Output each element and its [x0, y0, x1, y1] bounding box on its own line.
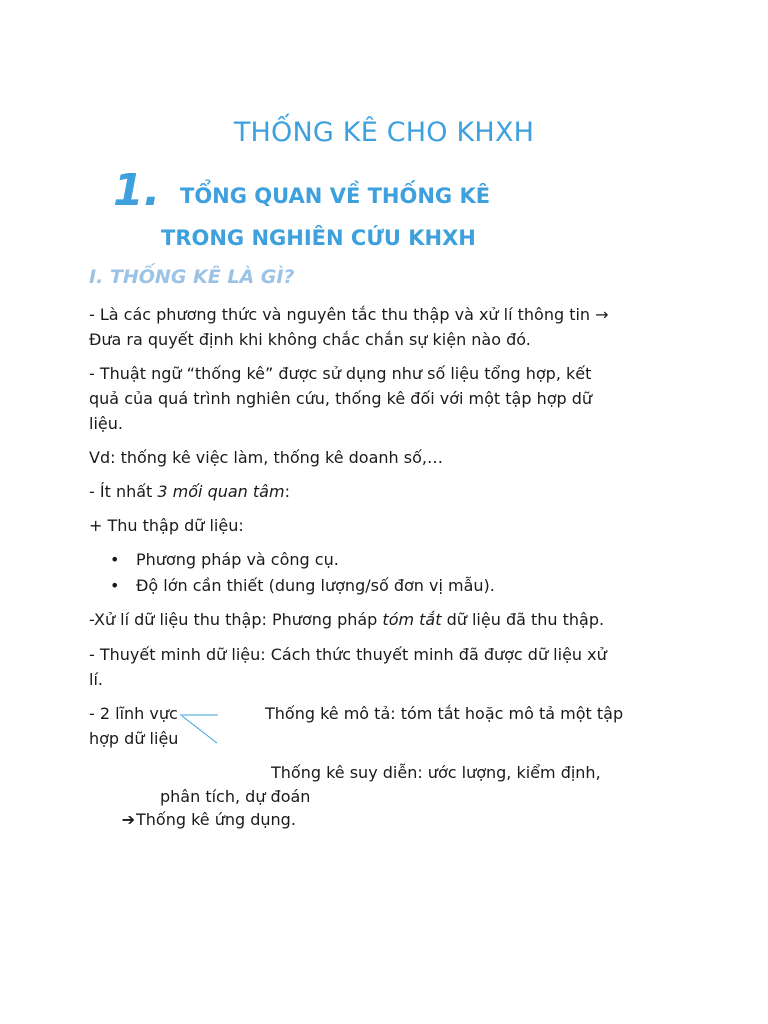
process-italic: tóm tắt	[382, 610, 442, 629]
paragraph-explain	[89, 642, 689, 692]
process-suffix: dữ liệu đã thu thập.	[441, 610, 605, 629]
definition-line1: - Là các phương thức và nguyên tắc thu thập và xử lí thông tin	[89, 305, 596, 324]
bullet-dot-icon: •	[110, 576, 120, 595]
chapter-heading-line2: TRONG NGHIÊN CỨU KHXH	[161, 226, 476, 250]
concerns-italic: 3 mối quan tâm	[157, 482, 285, 501]
paragraph-definition	[89, 302, 689, 352]
concerns-prefix: - Ít nhất	[89, 482, 158, 501]
paragraph-collect: + Thu thập dữ liệu:	[89, 516, 244, 535]
bullet-list	[110, 547, 495, 599]
branch-lines-icon	[180, 705, 230, 747]
bullet-text: Độ lớn cần thiết (dung lượng/số đơn vị mẫu).	[136, 576, 495, 595]
paragraph-terminology	[89, 361, 689, 436]
bullet-text: Phương pháp và công cụ.	[136, 550, 339, 569]
bullet-dot-icon: •	[110, 550, 120, 569]
section-heading: I. THỐNG KÊ LÀ GÌ?	[89, 266, 295, 288]
chapter-number: 1.	[113, 165, 161, 216]
terminology-line3: liệu.	[89, 414, 123, 433]
fields-label: - 2 lĩnh vực	[89, 704, 178, 723]
terminology-line2: quả của quá trình nghiên cứu, thống kê đối với một tập hợp dữ	[89, 389, 593, 408]
terminology-line1: - Thuật ngữ “thống kê” được sử dụng như số liệu tổng hợp, kết	[89, 364, 592, 383]
descriptive-line1: Thống kê mô tả: tóm tắt hoặc mô tả một tập	[265, 704, 624, 723]
paragraph-process	[89, 607, 689, 632]
definition-line2: Đưa ra quyết định khi không chắc chắn sự kiện nào đó.	[89, 330, 531, 349]
process-prefix: -Xử lí dữ liệu thu thập: Phương pháp	[89, 610, 383, 629]
explain-line1: - Thuyết minh dữ liệu: Cách thức thuyết minh đã được dữ liệu xử	[89, 645, 607, 664]
applied-text: Thống kê ứng dụng.	[136, 810, 296, 829]
concerns-suffix: :	[284, 482, 290, 501]
list-item	[110, 547, 495, 573]
paragraph-example: Vd: thống kê việc làm, thống kê doanh số,…	[89, 448, 443, 467]
list-item	[110, 573, 495, 599]
arrow-right-icon: →	[595, 305, 609, 324]
explain-line2: lí.	[89, 670, 103, 689]
document-title: THỐNG KÊ CHO KHXH	[233, 117, 535, 148]
inferential-line2: phân tích, dự đoán	[160, 787, 311, 806]
paragraph-concerns	[89, 479, 689, 504]
applied-statistics	[89, 807, 296, 832]
inferential-line1: Thống kê suy diễn: ước lượng, kiểm định,	[271, 763, 601, 782]
arrow-right-icon: ➔	[121, 810, 135, 829]
chapter-heading-line1: TỔNG QUAN VỀ THỐNG KÊ	[180, 184, 491, 208]
descriptive-line2: hợp dữ liệu	[89, 729, 179, 748]
